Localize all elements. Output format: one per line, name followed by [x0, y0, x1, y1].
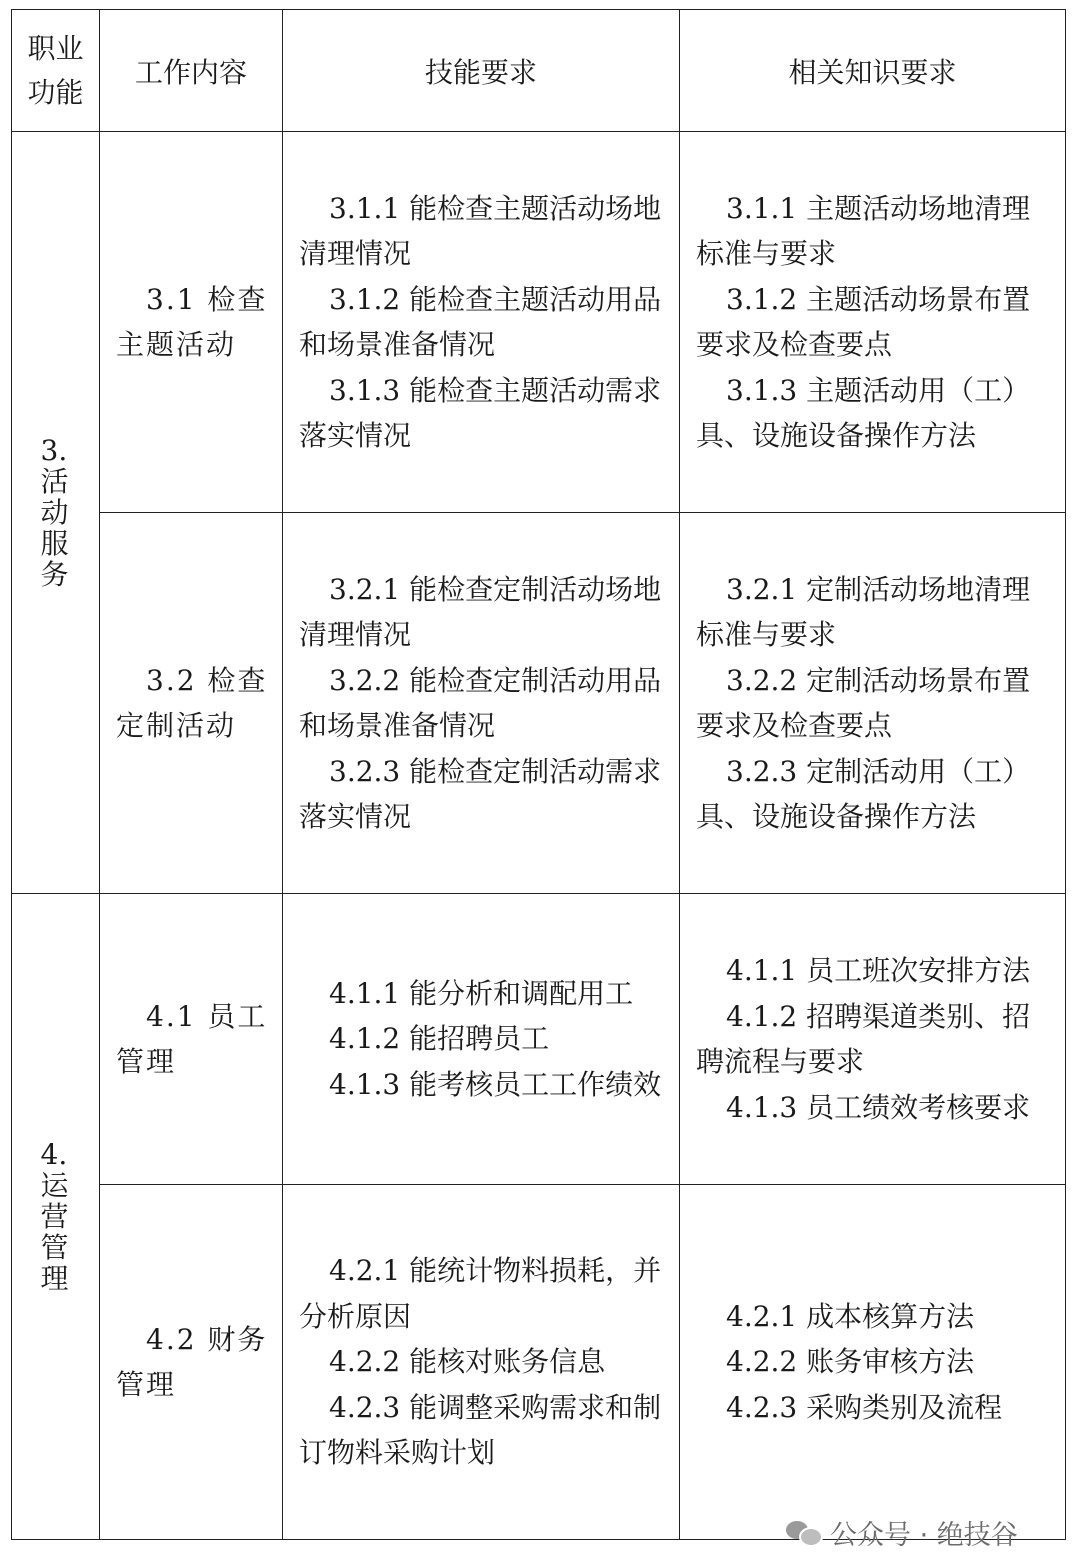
- table-row: [12, 513, 1066, 894]
- skill-item: 3.2.2 能检查定制活动用品和场景准备情况: [299, 663, 662, 742]
- skill-item: 4.2.3 能调整采购需求和制订物料采购计划: [299, 1390, 662, 1470]
- function-label: 3. 活动服务: [40, 433, 69, 591]
- knowledge-item: 3.1.3 主题活动用（工）具、设施设备操作方法: [696, 373, 1031, 452]
- watermark-text: 公众号 · 绝技谷: [830, 1519, 1018, 1551]
- header-skills: 技能要求: [283, 10, 680, 132]
- content-label: 3.2 检查定制活动: [116, 664, 268, 742]
- table-header-row: [12, 10, 1066, 132]
- content-label: 3.1 检查主题活动: [116, 283, 268, 361]
- skills-cell: [283, 894, 680, 1185]
- skill-item: 4.2.2 能核对账务信息: [329, 1345, 606, 1379]
- skill-item: 3.1.1 能检查主题活动场地清理情况: [299, 191, 662, 270]
- knowledge-item: 4.2.1 成本核算方法: [726, 1299, 975, 1333]
- skills-cell: [283, 132, 680, 513]
- wechat-icon: [786, 1519, 820, 1545]
- function-cell-operations: [12, 894, 100, 1540]
- content-cell: [100, 132, 283, 513]
- knowledge-item: 4.1.2 招聘渠道类别、招聘流程与要求: [696, 999, 1031, 1078]
- knowledge-item: 4.1.1 员工班次安排方法: [726, 954, 1031, 987]
- skill-item: 4.1.2 能招聘员工: [329, 1022, 550, 1056]
- header-content: 工作内容: [100, 10, 283, 132]
- knowledge-item: 3.1.1 主题活动场地清理标准与要求: [696, 191, 1031, 270]
- skill-item: 4.1.1 能分析和调配用工: [329, 976, 634, 1010]
- skill-item: 3.2.1 能检查定制活动场地清理情况: [299, 572, 662, 651]
- knowledge-cell: [680, 1185, 1066, 1540]
- knowledge-item: 4.2.3 采购类别及流程: [726, 1390, 1003, 1424]
- content-label: 4.1 员工管理: [116, 1000, 268, 1078]
- knowledge-item: 3.2.1 定制活动场地清理标准与要求: [696, 572, 1031, 651]
- skills-cell: [283, 1185, 680, 1540]
- header-knowledge: 相关知识要求: [680, 10, 1066, 132]
- watermark: [786, 1512, 1018, 1552]
- function-cell-activity-service: [12, 132, 100, 894]
- skill-item: 3.1.3 能检查主题活动需求落实情况: [299, 373, 662, 452]
- content-label: 4.2 财务管理: [116, 1323, 268, 1401]
- skill-item: 3.2.3 能检查定制活动需求落实情况: [299, 754, 662, 833]
- skill-item: 4.2.1 能统计物料损耗，并分析原因: [299, 1254, 662, 1333]
- knowledge-item: 4.2.2 账务审核方法: [726, 1345, 975, 1379]
- skill-item: 3.1.2 能检查主题活动用品和场景准备情况: [299, 282, 662, 361]
- occupation-standard-table: [11, 9, 1066, 1540]
- skill-item: 4.1.3 能考核员工工作绩效: [329, 1067, 662, 1101]
- content-cell: [100, 894, 283, 1185]
- knowledge-cell: [680, 132, 1066, 513]
- header-function-label: 职业功能: [27, 31, 84, 109]
- content-cell: [100, 1185, 283, 1540]
- knowledge-item: 3.2.2 定制活动场景布置要求及检查要点: [696, 663, 1031, 742]
- header-function: [12, 10, 100, 132]
- knowledge-cell: [680, 894, 1066, 1185]
- knowledge-item: 3.2.3 定制活动用（工）具、设施设备操作方法: [696, 754, 1031, 833]
- content-cell: [100, 513, 283, 894]
- table-row: [12, 132, 1066, 513]
- table-row: [12, 894, 1066, 1185]
- function-label: 4. 运营管理: [40, 1137, 69, 1295]
- skills-cell: [283, 513, 680, 894]
- knowledge-item: 3.1.2 主题活动场景布置要求及检查要点: [696, 282, 1031, 361]
- table-row: [12, 1185, 1066, 1540]
- knowledge-item: 4.1.3 员工绩效考核要求: [726, 1090, 1031, 1124]
- knowledge-cell: [680, 513, 1066, 894]
